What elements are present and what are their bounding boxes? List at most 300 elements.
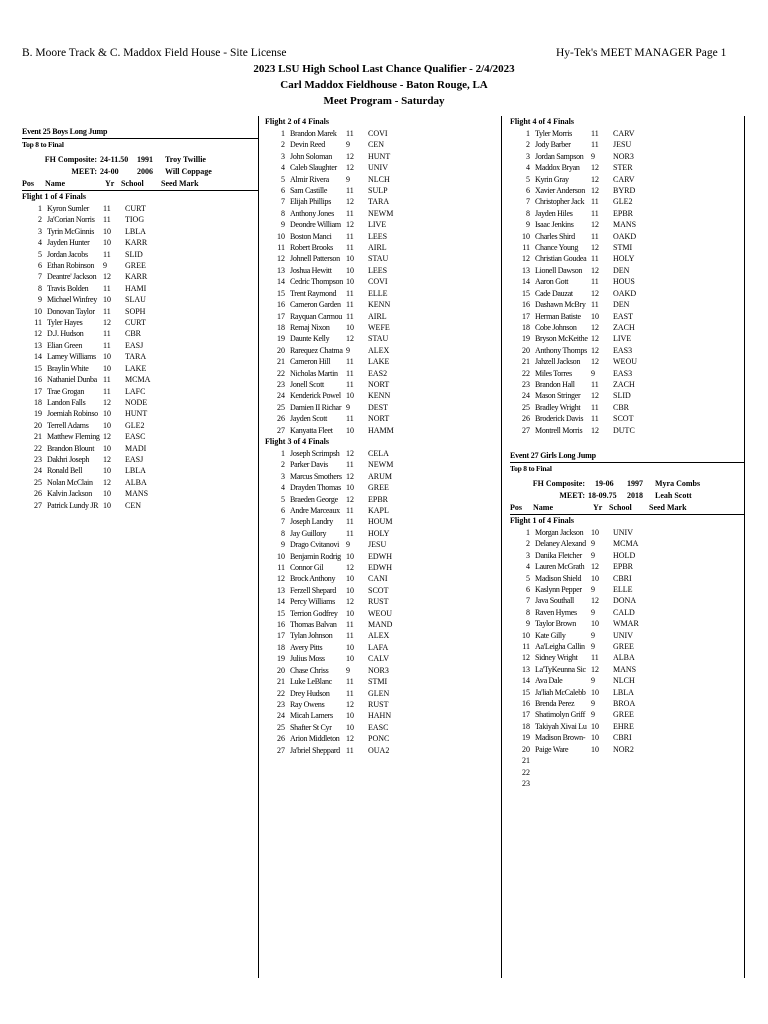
entry-name: Brandon Marek: [290, 129, 337, 138]
entry-school: NORT: [368, 414, 390, 424]
entry-school: RUST: [368, 699, 389, 709]
entry-name: Drey Hudson: [290, 688, 330, 698]
entry-position: 21: [277, 677, 285, 687]
entry-name: Aa'Leigha Callin: [535, 642, 585, 652]
entry-position: 10: [34, 306, 42, 316]
entry-name: Kyron Sumler: [47, 204, 89, 213]
entry-year: 10: [346, 391, 354, 401]
entry-row: [510, 675, 744, 686]
entry-position: 15: [277, 288, 285, 298]
entry-position: 12: [277, 254, 285, 264]
entry-year: 9: [346, 540, 350, 550]
entry-row: [510, 721, 744, 732]
entry-year: 12: [346, 334, 354, 344]
entry-year: 12: [591, 357, 599, 367]
entry-name: Taylor Brown: [535, 619, 576, 629]
entry-school: KAPL: [368, 506, 389, 515]
entry-school: EASJ: [125, 454, 144, 464]
entry-row: [22, 317, 258, 328]
entry-row: [510, 744, 744, 755]
entry-school: ALBA: [125, 477, 147, 487]
entry-school: RUST: [368, 597, 389, 607]
entry-row: [510, 345, 744, 356]
entry-name: Patrick Lundy JR: [47, 500, 99, 510]
entry-row: [510, 664, 744, 675]
entry-school: SCOT: [613, 414, 634, 424]
entry-position: 12: [522, 254, 530, 264]
entry-name: Damien II Richar: [290, 402, 342, 412]
entry-position: 18: [522, 322, 530, 332]
record-mark: 19-06: [595, 478, 614, 488]
entry-row: [265, 505, 501, 516]
entry-name: Caleb Slaughter: [290, 163, 337, 173]
entry-row: [510, 231, 744, 242]
entry-school: HOUS: [613, 277, 635, 287]
entry-row: [510, 333, 744, 344]
entry-row: [265, 299, 501, 310]
entry-position: 16: [277, 620, 285, 630]
entry-year: 10: [346, 722, 354, 732]
header-pos: Pos: [22, 179, 34, 188]
entry-row: [265, 185, 501, 196]
entry-name: Aaron Gott: [535, 277, 569, 287]
entry-row: [510, 778, 744, 789]
entry-name: Braeden George: [290, 494, 338, 504]
record-mark: 18-09.75: [588, 490, 617, 500]
entry-school: MANS: [613, 664, 637, 674]
entry-year: 10: [591, 744, 599, 754]
entry-year: 11: [103, 340, 111, 350]
entry-year: 12: [591, 322, 599, 332]
entry-row: [265, 722, 501, 733]
entry-position: 18: [277, 642, 285, 652]
entry-name: Ethan Robinson: [47, 261, 95, 271]
entry-name: Drayden Thomas: [290, 483, 341, 493]
entry-row: [510, 652, 744, 663]
entry-position: 16: [34, 375, 42, 385]
entry-position: 3: [281, 151, 285, 161]
entry-name: Brenda Perez: [535, 699, 575, 709]
entry-position: 9: [38, 295, 42, 305]
entry-school: MCMA: [125, 375, 151, 385]
entry-year: 12: [346, 163, 354, 173]
entry-name: Madison Shield: [535, 573, 582, 583]
entry-name: Deantre' Jackson: [47, 272, 97, 282]
entry-row: [22, 351, 258, 362]
entry-year: 9: [591, 539, 595, 549]
entry-position: 17: [522, 710, 530, 720]
entry-name: Thomas Balvan: [290, 620, 337, 630]
entry-school: EDWH: [368, 551, 392, 561]
entry-position: 8: [281, 528, 285, 538]
entry-position: 1: [38, 204, 42, 213]
entry-year: 9: [591, 550, 595, 560]
entry-name: Landon Falls: [47, 397, 86, 407]
flight-3-heading: Flight 3 of 4 Finals: [265, 436, 330, 446]
record-label: FH Composite:: [532, 478, 585, 488]
entry-year: 12: [591, 596, 599, 606]
entry-school: STMI: [368, 677, 388, 687]
entry-school: TARA: [125, 352, 147, 362]
entry-name: Joshua Hewitt: [290, 265, 332, 275]
entry-position: 2: [281, 140, 285, 150]
entry-name: Christian Goudea: [535, 254, 587, 264]
entry-year: 10: [591, 573, 599, 583]
entry-row: [265, 345, 501, 356]
entry-row: [22, 386, 258, 397]
entry-name: Terrion Godfrey: [290, 608, 338, 618]
girls-flight-1-list: [510, 527, 744, 789]
entry-year: 12: [103, 454, 111, 464]
entry-row: [265, 642, 501, 653]
entry-row: [265, 196, 501, 207]
entry-school: LBLA: [125, 226, 146, 236]
entry-position: 23: [522, 778, 530, 788]
record-mark: 24-11.50: [100, 155, 129, 164]
entry-row: [265, 311, 501, 322]
entry-name: Nolan McClain: [47, 477, 93, 487]
entry-year: 10: [103, 489, 111, 499]
entry-school: HOUM: [368, 517, 393, 527]
entry-name: Kaslynn Pepper: [535, 585, 582, 594]
entry-name: Cedric Thompson: [290, 277, 343, 287]
entry-school: CBR: [613, 402, 630, 412]
entry-school: LAFA: [368, 642, 389, 652]
entry-position: 8: [38, 283, 42, 293]
entry-row: [510, 185, 744, 196]
entry-school: [613, 778, 653, 789]
entry-year: 9: [346, 174, 350, 184]
entry-school: DEN: [613, 300, 630, 310]
entry-name: Mason Stringer: [535, 391, 581, 401]
entry-position: 23: [522, 379, 530, 389]
entry-row: [265, 459, 501, 470]
entry-row: [265, 516, 501, 527]
entry-row: [265, 699, 501, 710]
entry-row: [22, 249, 258, 260]
entry-position: 2: [281, 460, 285, 470]
entry-school: NEWM: [368, 460, 394, 470]
entry-name: Joemiah Robinso: [47, 409, 98, 419]
entry-name: Nicholas Martin: [290, 368, 338, 378]
entry-row: [265, 162, 501, 173]
entry-position: 15: [34, 363, 42, 373]
entry-row: [265, 676, 501, 687]
record-holder: Will Coppage: [165, 167, 212, 176]
entry-name: Dashawn McBry: [535, 300, 586, 310]
entry-year: 9: [103, 261, 107, 271]
entry-position: 13: [522, 664, 530, 674]
entry-name: Daunte Kelly: [290, 334, 330, 344]
entry-year: 11: [346, 745, 354, 755]
entry-name: Kenderick Powel: [290, 391, 341, 401]
entry-row: [510, 322, 744, 333]
entry-school: WMAR: [613, 619, 639, 629]
entry-name: Connor Gil: [290, 563, 324, 573]
entry-position: 10: [277, 231, 285, 241]
entry-row: [22, 477, 258, 488]
entry-position: 26: [522, 414, 530, 424]
entry-school: ARUM: [368, 471, 393, 481]
entry-school: NLCH: [613, 676, 635, 686]
entry-row: [265, 551, 501, 562]
entry-position: 14: [277, 597, 285, 607]
entry-name: Michael Winfrey: [47, 295, 97, 305]
entry-position: 10: [522, 231, 530, 241]
entry-name: Broderick Davis: [535, 414, 584, 424]
event-27-advance: Top 8 to Final: [510, 463, 552, 473]
entry-school: STMI: [613, 243, 633, 253]
entry-school: EDWH: [368, 563, 392, 573]
flight-1-heading: Flight 1 of 4 Finals: [22, 192, 87, 201]
entry-school: WEOU: [613, 357, 637, 367]
entry-position: 20: [34, 420, 42, 430]
entry-row: [510, 208, 744, 219]
entry-name: Christopher Jack: [535, 197, 585, 207]
entry-row: [265, 482, 501, 493]
flight-4-list: [510, 128, 744, 436]
entry-row: [265, 471, 501, 482]
entry-name: Lauren McGrath: [535, 562, 585, 572]
entry-position: 22: [277, 368, 285, 378]
entry-name: Trent Raymond: [290, 288, 337, 298]
entry-name: Matthew Fleming: [47, 432, 100, 442]
entry-year: 9: [346, 402, 350, 412]
entry-name: Cameron Hill: [290, 357, 331, 367]
entry-year: 11: [346, 688, 354, 698]
entry-row: [265, 413, 501, 424]
entry-school: STAU: [368, 334, 389, 344]
entry-year: [591, 767, 613, 778]
entry-school: LIVE: [368, 220, 387, 230]
entry-row: [265, 608, 501, 619]
entry-position: 20: [277, 345, 285, 355]
entry-school: CARV: [613, 129, 635, 138]
entry-name: [535, 755, 591, 766]
entry-school: MADI: [125, 443, 147, 453]
entry-name: Drago Cvitanovi: [290, 540, 340, 550]
entry-name: Morgan Jackson: [535, 527, 584, 537]
entry-row: [22, 260, 258, 271]
entry-name: Miles Torres: [535, 368, 572, 378]
entry-school: COVI: [368, 277, 388, 287]
entry-name: Jayden Scott: [290, 414, 328, 424]
entry-row: [510, 413, 744, 424]
entry-year: 12: [591, 425, 599, 435]
entry-position: 8: [281, 208, 285, 218]
entry-school: LIVE: [613, 334, 632, 344]
entry-position: 4: [526, 163, 530, 173]
entry-year: 9: [591, 642, 595, 652]
record-year: 2006: [137, 167, 153, 176]
entry-position: 14: [522, 676, 530, 686]
column-headers: [510, 502, 744, 514]
entry-row: [265, 710, 501, 721]
entry-school: BROA: [613, 699, 636, 709]
entry-school: SLAU: [125, 295, 146, 305]
record-label: MEET:: [71, 167, 97, 176]
entry-position: 7: [281, 517, 285, 527]
entry-school: CALD: [613, 607, 635, 617]
entry-year: 11: [103, 249, 111, 259]
entry-position: 21: [34, 432, 42, 442]
entry-school: COVI: [368, 129, 388, 138]
entry-position: 17: [277, 311, 285, 321]
entry-school: STAU: [368, 254, 389, 264]
entry-year: 12: [346, 563, 354, 573]
entry-name: Marcus Smothers: [290, 471, 342, 481]
entry-row: [22, 420, 258, 431]
entry-name: Micah Lamers: [290, 711, 333, 721]
header-school: School: [609, 502, 632, 512]
entry-position: 22: [522, 767, 530, 777]
entry-row: [22, 465, 258, 476]
entry-position: 18: [522, 721, 530, 731]
entry-year: 11: [591, 140, 599, 150]
entry-row: [510, 732, 744, 743]
entry-position: 14: [34, 352, 42, 362]
entry-name: Ray Owens: [290, 699, 325, 709]
entry-position: 2: [526, 140, 530, 150]
entry-year: 11: [346, 208, 354, 218]
entry-name: Shatimolyn Griff: [535, 710, 585, 720]
entry-year: 11: [591, 208, 599, 218]
entry-year: 11: [103, 306, 111, 316]
entry-year: 10: [346, 642, 354, 652]
header-yr: Yr: [105, 179, 115, 188]
entry-row: [510, 538, 744, 549]
entry-year: 10: [103, 363, 111, 373]
entry-year: 9: [591, 676, 595, 686]
entry-position: 17: [34, 386, 42, 396]
entry-year: 10: [346, 322, 354, 332]
entry-position: 2: [526, 539, 530, 549]
entry-school: GREE: [125, 261, 146, 271]
entry-position: 20: [522, 744, 530, 754]
entry-year: 9: [346, 665, 350, 675]
entry-name: [535, 767, 591, 778]
entry-position: 19: [522, 334, 530, 344]
entry-position: 19: [522, 733, 530, 743]
record-label: MEET:: [559, 490, 585, 500]
entry-position: 1: [281, 129, 285, 138]
entry-row: [22, 408, 258, 419]
entry-school: EAST: [613, 311, 633, 321]
entry-school: TIOG: [125, 215, 145, 225]
entry-name: Brandon Hall: [535, 379, 575, 389]
entry-row: [265, 585, 501, 596]
entry-position: 27: [34, 500, 42, 510]
entry-position: 22: [34, 443, 42, 453]
entry-row: [265, 333, 501, 344]
entry-school: GREE: [613, 642, 634, 652]
entry-row: [265, 368, 501, 379]
entry-row: [265, 539, 501, 550]
entry-school: HOLD: [613, 550, 636, 560]
entry-year: 10: [103, 226, 111, 236]
entry-year: 11: [346, 288, 354, 298]
entry-year: 12: [591, 391, 599, 401]
entry-school: ELLE: [368, 288, 388, 298]
entry-row: [22, 283, 258, 294]
record-meet: [22, 166, 258, 178]
header-pos: Pos: [510, 502, 522, 512]
record-mark: 24-00: [100, 167, 119, 176]
entry-position: 4: [38, 238, 42, 248]
entry-name: D.J. Hudson: [47, 329, 84, 339]
entry-year: 12: [103, 432, 111, 442]
entry-row: [265, 128, 501, 139]
column-3: [510, 116, 744, 789]
record-year: 1991: [137, 155, 153, 164]
entry-name: Kanyatta Fleet: [290, 425, 333, 435]
entry-year: 10: [591, 733, 599, 743]
header-yr: Yr: [593, 502, 603, 512]
entry-year: 10: [591, 311, 599, 321]
entry-school: HUNT: [125, 409, 148, 419]
entry-school: HAMM: [368, 425, 394, 435]
entry-year: 10: [346, 277, 354, 287]
entry-school: GLE2: [613, 197, 633, 207]
entry-year: 11: [346, 231, 354, 241]
entry-position: 15: [522, 288, 530, 298]
column-1: [22, 126, 258, 511]
entry-row: [510, 641, 744, 652]
entry-row: [510, 368, 744, 379]
entry-position: 15: [522, 687, 530, 697]
entry-position: 15: [277, 608, 285, 618]
entry-row: [22, 306, 258, 317]
entry-year: 10: [346, 483, 354, 493]
entry-position: 11: [522, 642, 530, 652]
entry-year: 9: [591, 607, 595, 617]
entry-name: Takiyah Xivai Lu: [535, 721, 587, 731]
entry-name: Tylan Johnson: [290, 631, 333, 641]
entry-school: TARA: [368, 197, 390, 207]
entry-year: 12: [591, 265, 599, 275]
entry-position: 19: [277, 334, 285, 344]
entry-name: Jordan Sampson: [535, 151, 584, 161]
entry-school: MANS: [613, 220, 637, 230]
record-year: 2018: [627, 490, 643, 500]
entry-position: 4: [281, 163, 285, 173]
entry-year: 12: [591, 220, 599, 230]
entry-name: Lionell Dawson: [535, 265, 583, 275]
entry-position: 27: [277, 425, 285, 435]
entry-row: [510, 767, 744, 778]
entry-row: [510, 573, 744, 584]
entry-year: 10: [346, 551, 354, 561]
entry-school: MAND: [368, 620, 393, 630]
header-school: School: [121, 179, 144, 188]
entry-name: Delaney Alexand: [535, 539, 586, 549]
entry-row: [265, 402, 501, 413]
entry-school: EAS3: [613, 368, 633, 378]
entry-position: 17: [522, 311, 530, 321]
entry-position: 3: [526, 550, 530, 560]
entry-year: 11: [346, 379, 354, 389]
entry-year: 9: [591, 699, 595, 709]
entry-row: [265, 619, 501, 630]
entry-school: NORT: [368, 379, 390, 389]
entry-row: [510, 561, 744, 572]
entry-name: Sidney Wright: [535, 653, 578, 663]
entry-name: Anthony Thomps: [535, 345, 587, 355]
entry-position: 3: [38, 226, 42, 236]
entry-year: 10: [591, 721, 599, 731]
entry-year: 11: [346, 460, 354, 470]
entry-school: KARR: [125, 272, 148, 282]
